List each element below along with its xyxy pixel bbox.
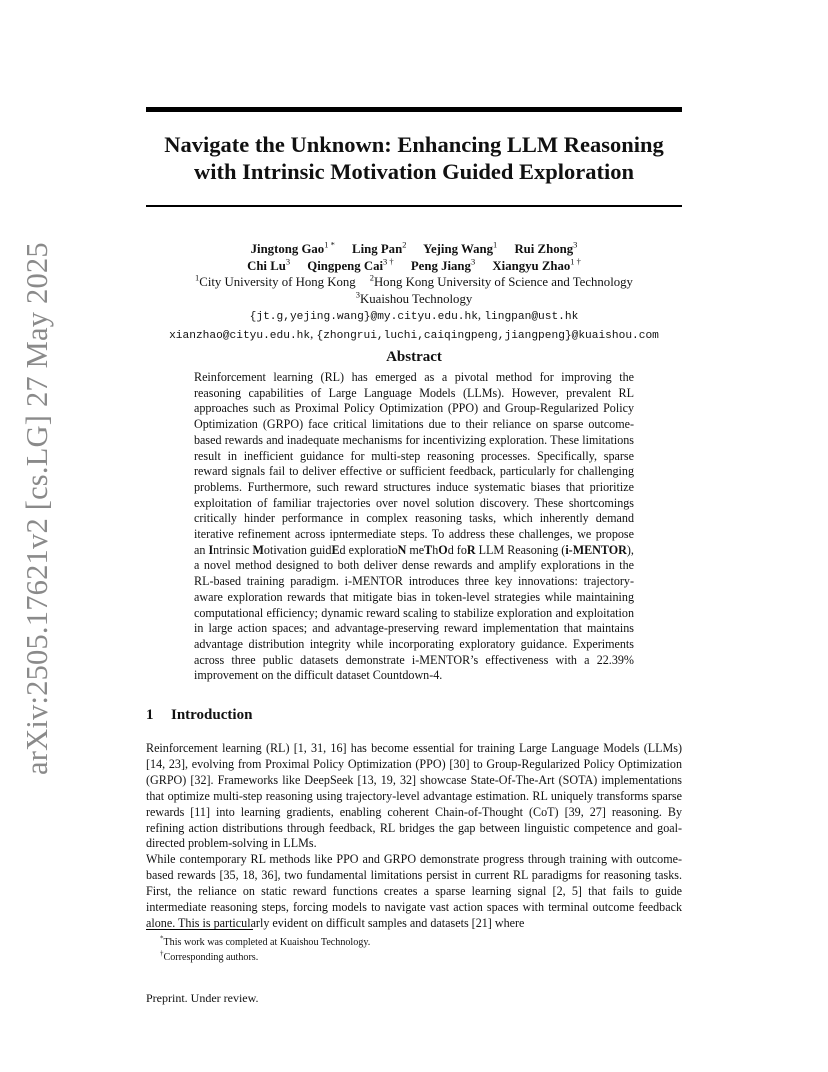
author-affil-mark: 3 † bbox=[383, 256, 394, 267]
author-name: Rui Zhong bbox=[514, 242, 574, 256]
author-affil-mark: 1 * bbox=[324, 239, 335, 250]
author-name: Chi Lu bbox=[247, 258, 286, 273]
author-name: Yejing Wang bbox=[423, 242, 493, 256]
email-address: {jt.g,yejing.wang}@my.cityu.edu.hk bbox=[249, 311, 478, 323]
author-affil-mark: 2 bbox=[402, 239, 407, 250]
affiliation-hkust: Hong Kong University of Science and Technology bbox=[373, 275, 633, 289]
author-name: Peng Jiang bbox=[410, 258, 471, 273]
footnote-rule bbox=[146, 929, 253, 930]
footnote: †Corresponding authors. bbox=[160, 949, 259, 963]
affiliation-line-2: $^3$Kuaishou Technology bbox=[355, 289, 473, 306]
author-affil-mark: 1 bbox=[492, 239, 498, 250]
author-row-1 bbox=[130, 241, 698, 258]
footnote: *This work was completed at Kuaishou Technology. bbox=[160, 934, 371, 948]
title-rule-bottom bbox=[146, 205, 682, 207]
abstract-text: Reinforcement learning (RL) has emerged as a pivotal method for improving the reasoning capabilities of Large Language Models (LLMs). However, prevalent RL approaches such as Proximal Policy Optimization (PPO) and Group-Regularized Policy Optimization (GRPO) face critical limitations due to their reliance on sparse outcome-based rewards and inadequate mechanisms for incentivizing exploration. These limitations result in inefficient guidance for multi-step reasoning processes. Specifically, sparse reward signals fail to deliver effective or sufficient feedback, particularly for challenging problems. Furthermore, such reward structures induce systematic biases that prioritize exploitation of familiar trajectories over novel solution discovery. These shortcomings critically hinder performance in complex reasoning tasks, which inherently demand iterative refinement across ipntermediate steps. To address these challenges, we propose an Intrinsic Motivation guidEd exploratioN meThOd foR LLM Reasoning (i-MENTOR), a novel method designed to both deliver dense rewards and amplify explorations in the RL-based training paradigm. i-MENTOR introduces three key innovations: trajectory-aware exploration rewards that mitigate bias in token-level strategies while maintaining computational efficiency; dynamic reward scaling to stabilize exploration and exploitation in large action spaces; and advantage-preserving reward implementation that maintains advantage distribution integrity while incorporating exploratory guidance. Experiments across three public datasets demonstrate i-MENTOR’s effectiveness with a 22.39% improvement on the difficult dataset Countdown-4. bbox=[194, 370, 634, 683]
author-affil-mark: 3 bbox=[573, 239, 578, 250]
email-address: xianzhao@cityu.edu.hk bbox=[169, 329, 311, 342]
author-name: Qingpeng Cai bbox=[307, 258, 384, 273]
abstract-heading: Abstract bbox=[386, 349, 442, 365]
preprint-notice: Preprint. Under review. bbox=[146, 991, 259, 1005]
author-block bbox=[130, 241, 698, 344]
method-name: i-MENTOR bbox=[565, 542, 627, 557]
author-name: Ling Pan bbox=[352, 242, 403, 256]
body-paragraph: While contemporary RL methods like PPO and GRPO demonstrate progress through training with outcome-based rewards [35, 18, 36], two fundamental limitations persist in current RL paradigms for reasoning tasks. First, the reliance on static reward functions creates a sparse learning signal [2, 5] that fails to guide intermediate reasoning steps, forcing models to navigate vast action spaces with terminal outcome feedback alone. This is particularly evident on difficult samples and datasets [21] where bbox=[146, 852, 682, 930]
affiliation-kuaishou: Kuaishou Technology bbox=[360, 291, 473, 306]
author-name: Jingtong Gao bbox=[250, 242, 325, 256]
section-title: Introduction bbox=[171, 707, 253, 723]
author-affil-mark: 3 bbox=[285, 256, 291, 267]
author-name: Xiangyu Zhao bbox=[492, 258, 571, 273]
email-line-1: {jt.g,yejing.wang}@my.cityu.edu.hk, lingpan@ust.hk bbox=[249, 308, 579, 323]
email-address: lingpan@ust.hk bbox=[484, 311, 579, 323]
body-paragraph: Reinforcement learning (RL) [1, 31, 16] has become essential for training Large Language Models (LLMs) [14, 23], evolving from Proximal Policy Optimization (PPO) [30] to Group-Regularized Policy Optimization (GRPO) [32]. Frameworks like DeepSeek [13, 19, 32] showcase State-Of-The-Art (SOTA) implementations that optimize multi-step reasoning using trajectory-level advantage estimation. RL uniquely transforms sparse rewards [11] into learning gradients, enabling coherent Chain-of-Thought (CoT) [39, 27] reasoning. By refining action distributions through feedback, RL bridges the gap between linguistic competence and goal-directed problem-solving in LLMs. bbox=[146, 741, 682, 851]
author-affil-mark: 3 bbox=[470, 256, 476, 267]
section-heading-introduction bbox=[146, 707, 252, 724]
email-address: {zhongrui,luchi,caiqingpeng,jiangpeng}@kuaishou.com bbox=[316, 329, 659, 342]
arxiv-identifier-stamp: arXiv:2505.17621v2 [cs.LG] 27 May 2025 bbox=[20, 242, 54, 775]
title-rule-top bbox=[146, 107, 682, 112]
paper-title: Navigate the Unknown: Enhancing LLM Reasoning with Intrinsic Motivation Guided Exploration bbox=[164, 132, 664, 184]
affiliation-cityu: City University of Hong Kong bbox=[199, 275, 356, 289]
author-row-2 bbox=[130, 258, 698, 275]
email-line-2: xianzhao@cityu.edu.hk, {zhongrui,luchi,caiqingpeng,jiangpeng}@kuaishou.com bbox=[169, 326, 659, 342]
author-affil-mark: 1 † bbox=[570, 256, 581, 267]
section-number: 1 bbox=[146, 707, 154, 723]
affiliation-line: $^1$City University of Hong Kong $^2$Hong Kong University of Science and Technology bbox=[195, 272, 633, 289]
